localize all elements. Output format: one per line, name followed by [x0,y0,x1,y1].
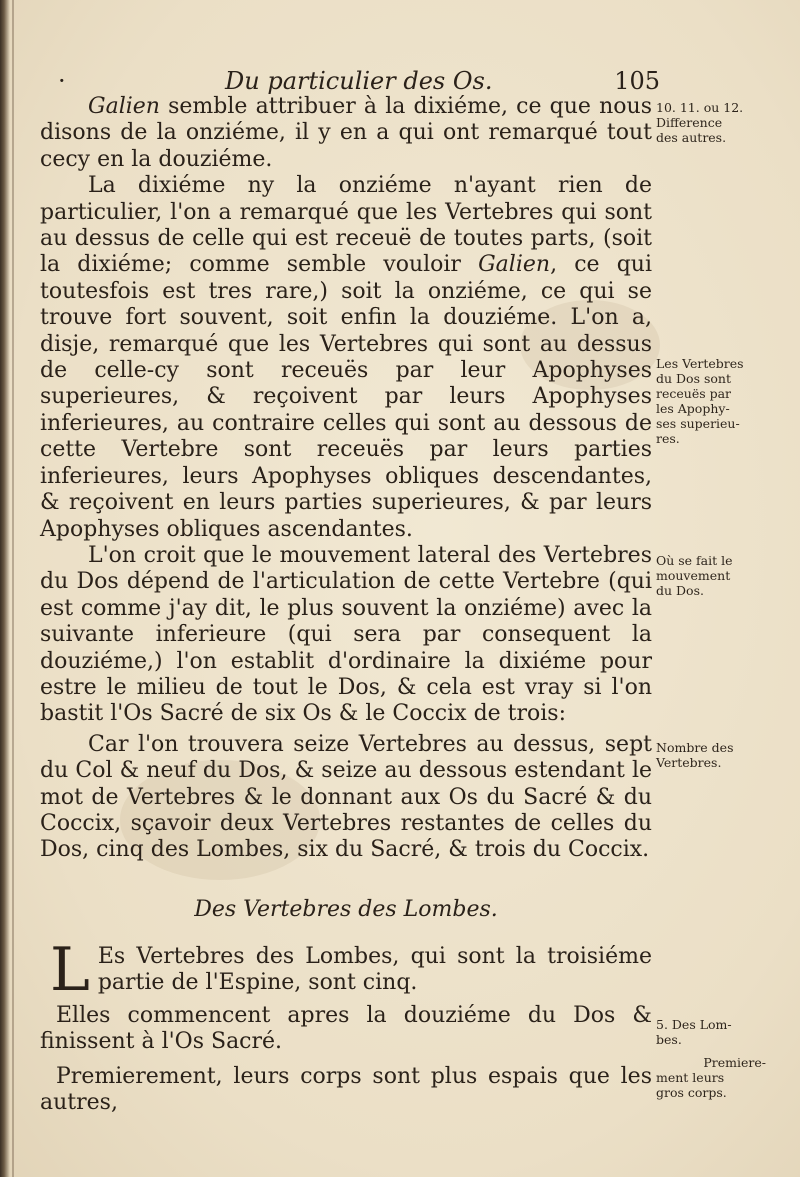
margin-note-vertebres-du-dos: Les Vertebres du Dos sont receuës par les Apophy- ses superieu- res. [656,356,744,446]
author-name: Galien [88,94,160,119]
margin-note-mouvement: Où se fait le mouvement du Dos. [656,553,733,598]
gutter-line [12,0,14,1177]
margin-note-difference: 10. 11. ou 12. Difference des autres. [656,100,744,145]
section-heading: Des Vertebres des Lombes. [194,897,498,922]
drop-cap: L [50,935,90,1005]
paragraph-text: semble attribuer à la dixiéme, ce que nous disons de la onziéme, il y en a qui ont remarqué tout cecy en la douziéme. [40,94,652,172]
running-head [40,64,660,98]
running-head-dot: · [58,67,66,95]
section-paragraph-2: Elles commencent apres la douziéme du Dos & finissent à l'Os Sacré. [40,1002,652,1055]
paragraph-3: L'on croit que le mouvement lateral des Vertebres du Dos dépend de l'articulation de cette Vertebre (qui est comme j'ay dit, le plus souvent la onziéme) avec la suivante inferieure (qui sera par consequent la douziéme,) l'on establit d'ordinaire la dixiéme pour estre le milieu de tout le Dos, & cela est vray si l'on bastit l'Os Sacré de six Os & le Coccix de trois: [40,542,652,727]
paragraph-2 [40,173,652,543]
spine-shadow [0,0,10,1177]
margin-note-lombes: 5. Des Lom- bes. [656,1017,732,1047]
paragraph-4: Car l'on trouvera seize Vertebres au dessus, sept du Col & neuf du Dos, & seize au dessous estendant le mot de Vertebres & le donnant aux Os du Sacré & du Coccix, sçavoir deux Vertebres restantes de celles du Dos, cinq des Lombes, six du Sacré, & trois du Coccix. [40,731,652,863]
main-text [40,94,652,864]
running-head-title: Du particulier des Os. [225,67,493,95]
section-text [40,935,652,1116]
section-paragraph-3: Premierement, leurs corps sont plus espais que les autres, [40,1063,652,1116]
margin-note-premierement: Premiere- ment leurs gros corps. [656,1055,766,1100]
paragraph-1 [40,94,652,173]
section-paragraph-1 [40,935,652,1005]
page-number: 105 [614,67,660,95]
margin-note-nombre: Nombre des Vertebres. [656,740,734,770]
paragraph-text: La dixiéme ny la onziéme n'ayant rien de particulier, l'on a remarqué que les Vertebres qui sont au dessus de celle qui est receuë de toutes parts, (soit la dixiéme; comme semble vouloir [40,173,652,278]
author-name: Galien [478,252,551,278]
paragraph-text: , ce qui toutesfois est tres rare,) soit la onziéme, ce qui se trouve fort souvent, soit enfin la douziéme. L'on a, disje, remarqué que les Vertebres qui sont au dessus de celle-cy sont receuës par leur Apophyses superieures, & reçoivent par leurs Apophyses inferieures, au contraire celles qui sont au dessous de cette Vertebre sont receuës par leurs parties inferieures, leurs Apophyses obliques descendantes, & reçoivent en leurs parties superieures, & par leurs Apophyses obliques ascendantes. [40,252,652,542]
paragraph-text: Es Vertebres des Lombes, qui sont la troisiéme partie de l'Espine, sont cinq. [97,944,652,996]
